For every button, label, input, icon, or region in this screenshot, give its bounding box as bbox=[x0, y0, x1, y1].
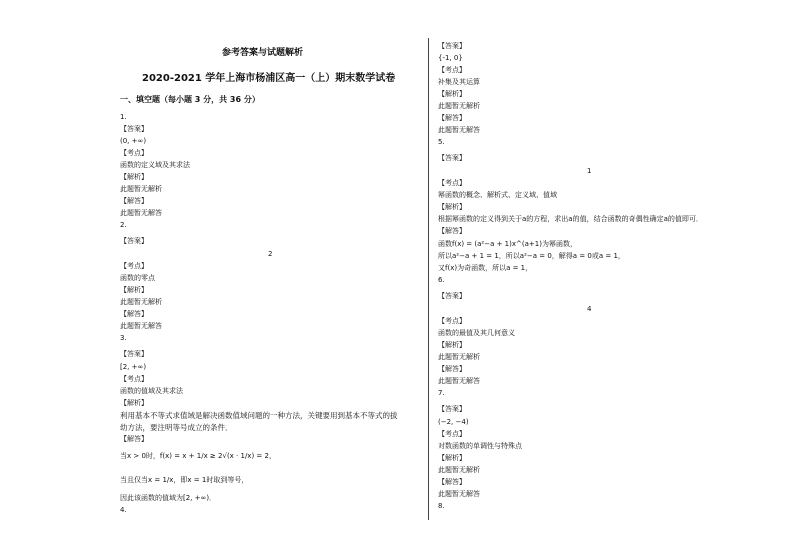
q4-solution-label: 【解答】 bbox=[438, 114, 466, 122]
q2-topic-label: 【考点】 bbox=[120, 262, 148, 270]
q6-analysis-label: 【解析】 bbox=[438, 341, 466, 349]
q1-solution: 此题暂无解答 bbox=[120, 209, 162, 217]
q3-answer-label: 【答案】 bbox=[120, 350, 148, 358]
exam-subtitle: 2020-2021 学年上海市杨浦区高一（上）期末数学试卷 bbox=[142, 73, 396, 84]
q8-number: 8. bbox=[438, 502, 445, 510]
q7-solution-label: 【解答】 bbox=[438, 478, 466, 486]
q3-topic: 函数的值域及其求法 bbox=[120, 387, 183, 395]
q3-number: 3. bbox=[120, 334, 127, 342]
q1-analysis-label: 【解析】 bbox=[120, 173, 148, 181]
q3-solution-line2: 当且仅当x = 1/x，即x = 1时取到等号， bbox=[120, 476, 249, 484]
q5-analysis: 根据幂函数的定义得到关于a的方程，求出a的值，结合函数的奇偶性确定a的值即可． bbox=[438, 215, 703, 223]
q4-answer: {-1, 0} bbox=[438, 54, 463, 62]
q4-solution: 此题暂无解答 bbox=[438, 126, 480, 134]
q2-analysis-label: 【解析】 bbox=[120, 286, 148, 294]
q6-answer-label: 【答案】 bbox=[438, 292, 466, 300]
q5-number: 5. bbox=[438, 138, 445, 146]
q2-topic: 函数的零点 bbox=[120, 274, 155, 282]
q1-solution-label: 【解答】 bbox=[120, 197, 148, 205]
section-heading: 一、填空题（每小题 3 分，共 36 分） bbox=[120, 95, 260, 104]
q3-solution-line3: 因此该函数的值域为[2, +∞)． bbox=[120, 494, 217, 502]
q3-topic-label: 【考点】 bbox=[120, 375, 148, 383]
q1-topic: 函数的定义域及其求法 bbox=[120, 161, 190, 169]
q4-topic-label: 【考点】 bbox=[438, 66, 466, 74]
q7-solution: 此题暂无解答 bbox=[438, 490, 480, 498]
q2-solution-label: 【解答】 bbox=[120, 310, 148, 318]
q6-solution: 此题暂无解答 bbox=[438, 377, 480, 385]
q5-solution-line1: 函数f(x) = (a²−a + 1)x^(a+1)为幂函数， bbox=[438, 240, 577, 248]
q5-topic: 幂函数的概念、解析式、定义域、值域 bbox=[438, 191, 557, 199]
q4-answer-label: 【答案】 bbox=[438, 42, 466, 50]
q3-analysis-label: 【解析】 bbox=[120, 399, 148, 407]
q5-solution-label: 【解答】 bbox=[438, 227, 466, 235]
q3-solution-label: 【解答】 bbox=[120, 435, 148, 443]
q4-analysis-label: 【解析】 bbox=[438, 90, 466, 98]
q2-analysis: 此题暂无解析 bbox=[120, 298, 162, 306]
q6-number: 6. bbox=[438, 276, 445, 284]
column-divider bbox=[428, 38, 429, 520]
q7-answer-label: 【答案】 bbox=[438, 405, 466, 413]
q5-answer: 1 bbox=[587, 167, 592, 175]
q5-analysis-label: 【解析】 bbox=[438, 203, 466, 211]
doc-title: 参考答案与试题解析 bbox=[222, 48, 304, 58]
q5-topic-label: 【考点】 bbox=[438, 179, 466, 187]
q6-solution-label: 【解答】 bbox=[438, 365, 466, 373]
q6-topic: 函数的最值及其几何意义 bbox=[438, 329, 515, 337]
q4-number: 4. bbox=[120, 506, 127, 514]
q2-number: 2. bbox=[120, 221, 127, 229]
q1-analysis: 此题暂无解析 bbox=[120, 185, 162, 193]
q1-topic-label: 【考点】 bbox=[120, 149, 148, 157]
q3-solution-line1: 当x > 0时，f(x) = x + 1/x ≥ 2√(x · 1/x) = 2， bbox=[120, 452, 276, 460]
q1-number: 1. bbox=[120, 113, 127, 121]
q5-solution-line3: 又f(x)为奇函数，所以a = 1， bbox=[438, 264, 533, 272]
q6-answer: 4 bbox=[587, 305, 592, 313]
q7-topic-label: 【考点】 bbox=[438, 430, 466, 438]
q3-answer: [2, +∞) bbox=[120, 363, 147, 371]
q3-analysis-line2: 幼方法，要注明等号成立的条件． bbox=[120, 423, 233, 432]
q6-topic-label: 【考点】 bbox=[438, 317, 466, 325]
q1-answer: (0, +∞) bbox=[120, 137, 147, 145]
q7-analysis-label: 【解析】 bbox=[438, 454, 466, 462]
q3-analysis-line1: 利用基本不等式求值域是解决函数值域问题的一种方法，关键要用到基本不等式的拔 bbox=[120, 411, 398, 420]
q7-topic: 对数函数的单调性与特殊点 bbox=[438, 442, 522, 450]
q2-solution: 此题暂无解答 bbox=[120, 322, 162, 330]
q2-answer: 2 bbox=[268, 250, 273, 258]
q2-answer-label: 【答案】 bbox=[120, 237, 148, 245]
q7-answer: (−2, −4) bbox=[438, 418, 469, 426]
q4-analysis: 此题暂无解析 bbox=[438, 102, 480, 110]
q7-analysis: 此题暂无解析 bbox=[438, 466, 480, 474]
q5-solution-line2: 所以a²−a + 1 = 1，所以a²−a = 0，解得a = 0或a = 1， bbox=[438, 252, 625, 260]
q4-topic: 补集及其运算 bbox=[438, 78, 480, 86]
q7-number: 7. bbox=[438, 389, 445, 397]
q6-analysis: 此题暂无解析 bbox=[438, 353, 480, 361]
q1-answer-label: 【答案】 bbox=[120, 125, 148, 133]
q5-answer-label: 【答案】 bbox=[438, 154, 466, 162]
